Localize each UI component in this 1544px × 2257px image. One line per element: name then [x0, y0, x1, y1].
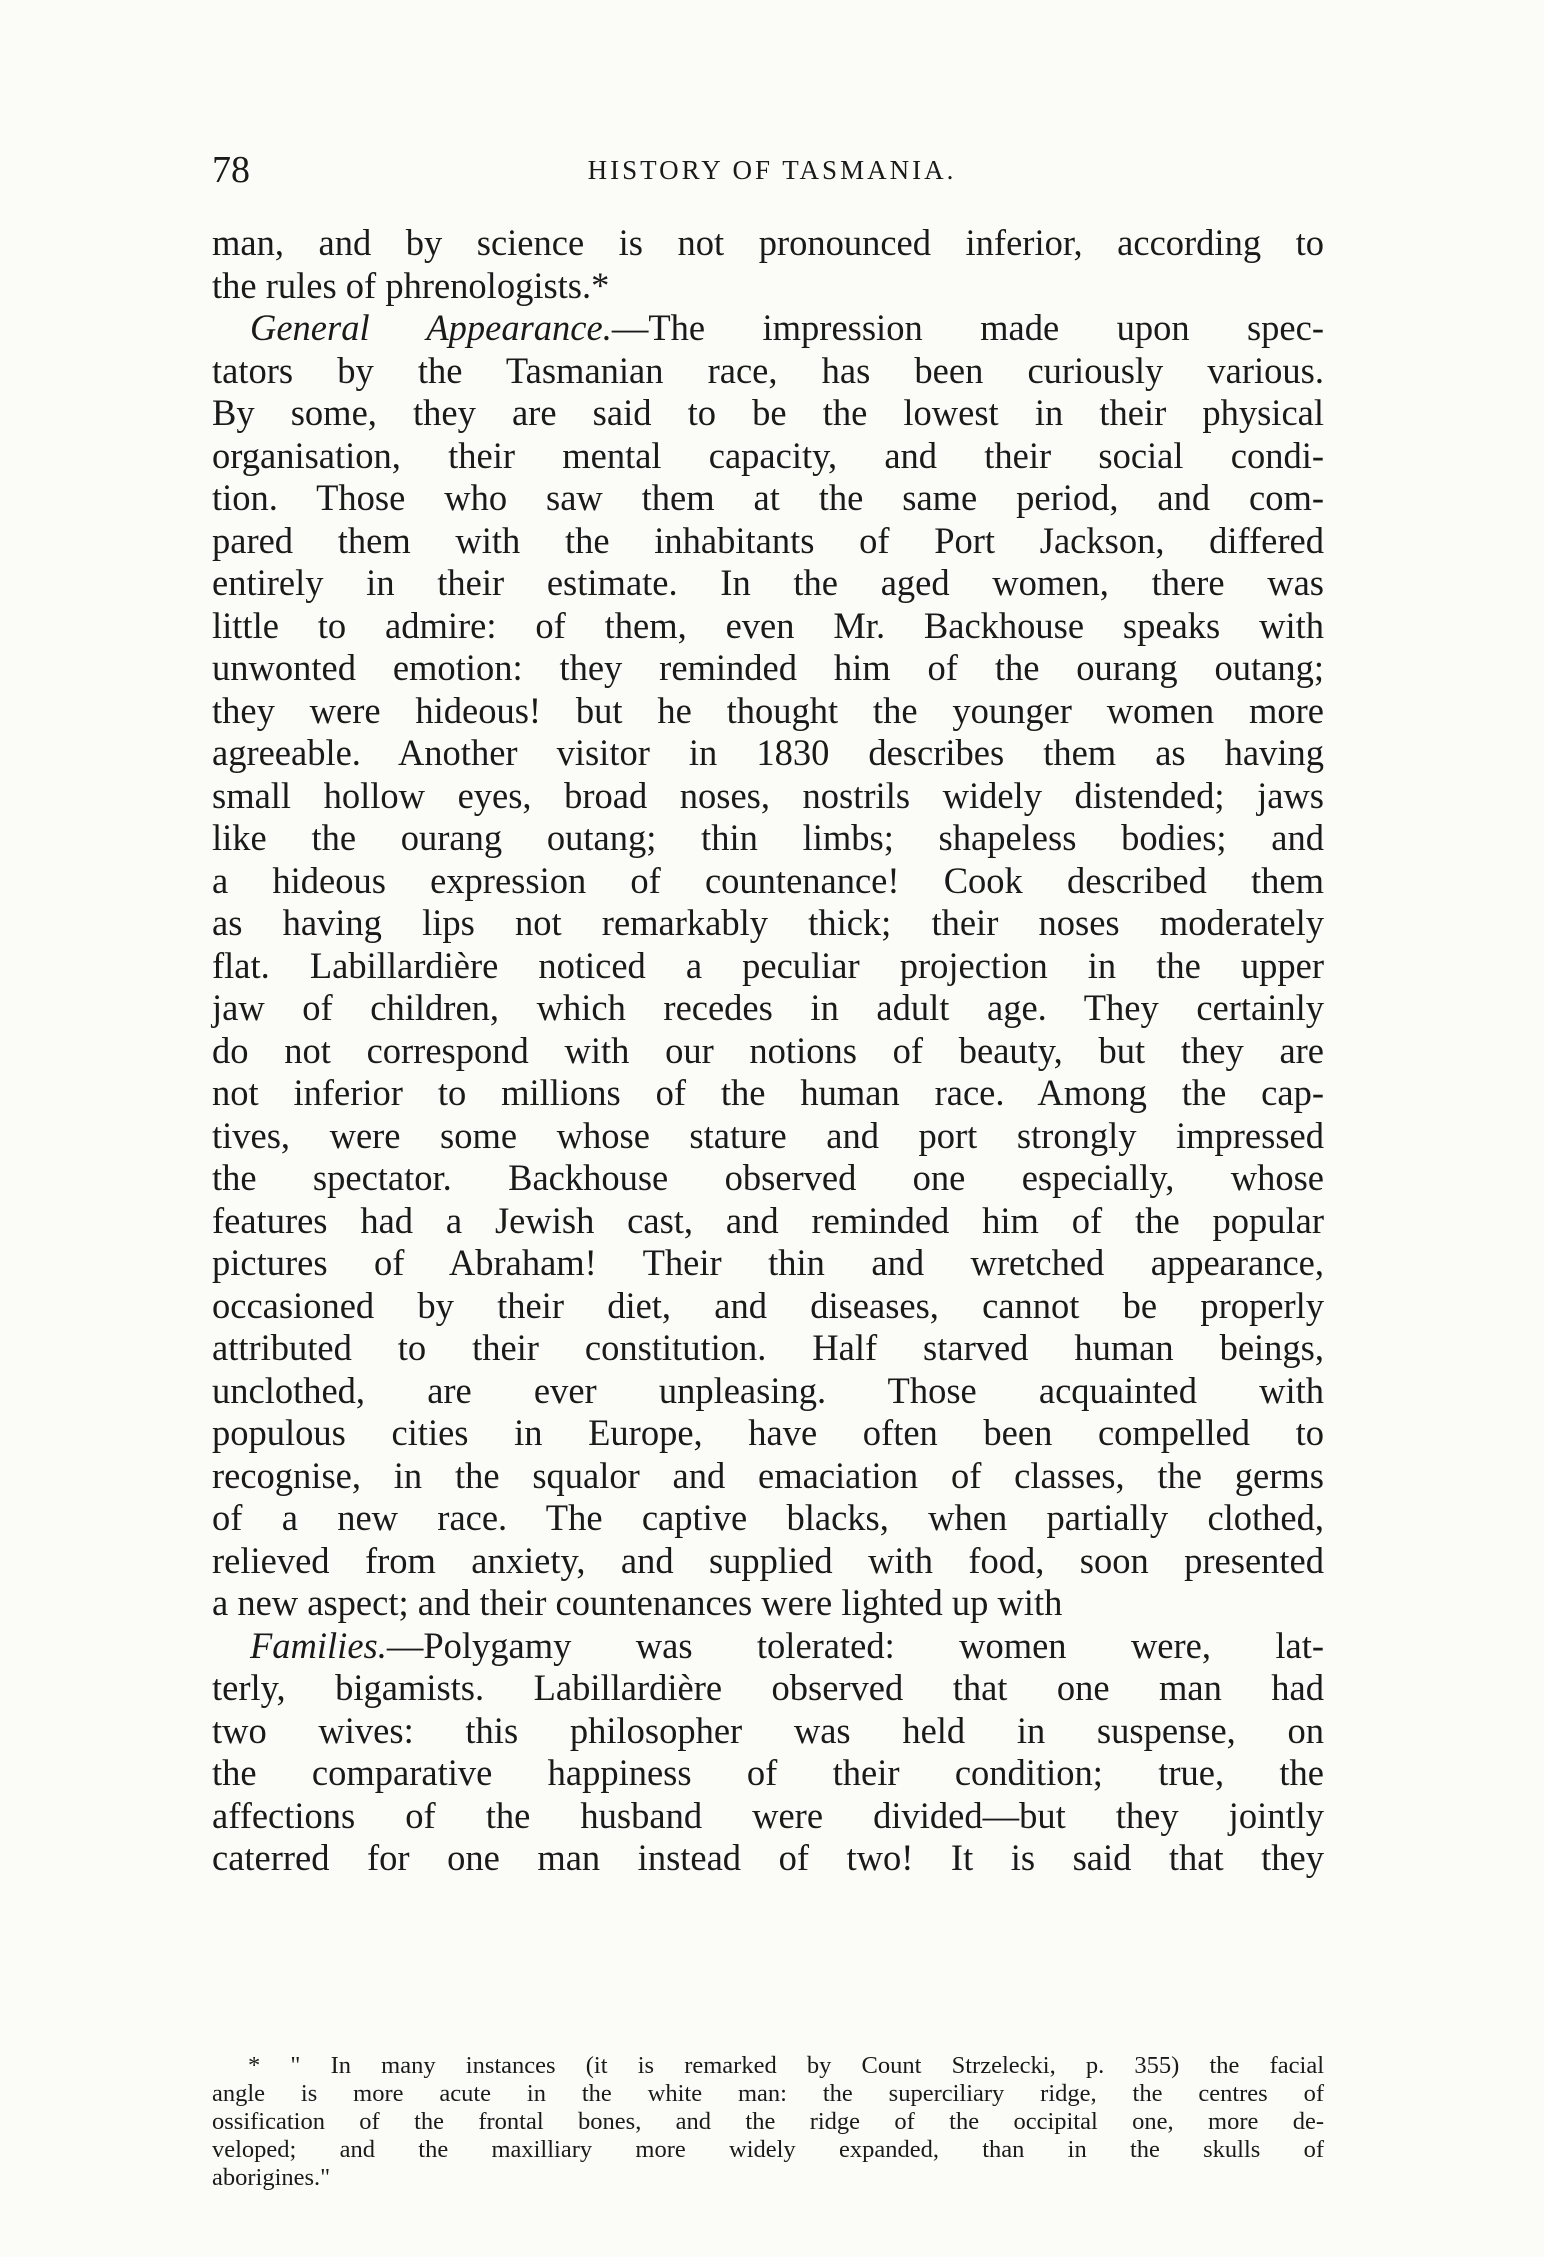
text-line: terly, bigamists. Labillardière observed that one man had	[212, 1667, 1324, 1708]
footnote-line: angle is more acute in the white man: the superciliary ridge, the centres of	[212, 2080, 1324, 2107]
footnote-line: ossification of the frontal bones, and the ridge of the occipital one, more de-	[212, 2108, 1324, 2135]
text-line: features had a Jewish cast, and reminded him of the popular	[212, 1199, 1324, 1241]
body-text	[212, 222, 1324, 1880]
text-line: relieved from anxiety, and supplied with food, soon presented	[212, 1539, 1324, 1581]
text-line: a new aspect; and their countenances were lighted up with	[212, 1582, 1063, 1623]
text-line: the spectator. Backhouse observed one especially, whose	[212, 1157, 1324, 1198]
text-line: the rules of phrenologists.*	[212, 264, 610, 306]
text-line: organisation, their mental capacity, and their social condi-	[212, 434, 1324, 476]
text-line: do not correspond with our notions of beauty, but they are	[212, 1029, 1324, 1071]
text-line: recognise, in the squalor and emaciation of classes, the germs	[212, 1454, 1324, 1496]
text-line: tives, were some whose stature and port strongly impressed	[212, 1114, 1324, 1156]
section-heading-general-appearance: General Appearance.	[250, 307, 612, 348]
text-line: they were hideous! but he thought the younger women more	[212, 689, 1324, 731]
text-line: small hollow eyes, broad noses, nostrils widely distended; jaws	[212, 774, 1324, 816]
text-line: man, and by science is not pronounced inferior, according to	[212, 222, 1324, 263]
page-number: 78	[212, 149, 250, 191]
text-line: as having lips not remarkably thick; their noses moderately	[212, 902, 1324, 943]
text-line: populous cities in Europe, have often been compelled to	[212, 1412, 1324, 1453]
text-line: affections of the husband were divided—but they jointly	[212, 1794, 1324, 1836]
text-line: flat. Labillardière noticed a peculiar projection in the upper	[212, 944, 1324, 986]
text-line: tators by the Tasmanian race, has been curiously various.	[212, 349, 1324, 391]
text-line: By some, they are said to be the lowest in their physical	[212, 392, 1324, 433]
footnote-line: aborigines."	[212, 2164, 331, 2191]
running-head: HISTORY OF TASMANIA.	[587, 155, 957, 185]
text-fragment: —The impression made upon spec-	[611, 307, 1324, 348]
footnote-line: * " In many instances (it is remarked by Count Strzelecki, p. 355) the facial	[248, 2052, 1324, 2079]
section-first-line	[212, 1625, 1324, 1668]
text-line: pictures of Abraham! Their thin and wretched appearance,	[212, 1242, 1324, 1283]
section-heading-families: Families.	[250, 1624, 387, 1666]
text-line: attributed to their constitution. Half starved human beings,	[212, 1327, 1324, 1368]
text-line: agreeable. Another visitor in 1830 describes them as having	[212, 732, 1324, 773]
page-header	[212, 140, 1332, 200]
text-line: of a new race. The captive blacks, when partially clothed,	[212, 1497, 1324, 1538]
text-line: a hideous expression of countenance! Cook described them	[212, 859, 1324, 901]
text-line: the comparative happiness of their condition; true, the	[212, 1752, 1324, 1793]
text-line: unclothed, are ever unpleasing. Those acquainted with	[212, 1369, 1324, 1411]
section-first-line	[212, 307, 1324, 350]
text-line: occasioned by their diet, and diseases, cannot be properly	[212, 1284, 1324, 1326]
footnote-line: veloped; and the maxilliary more widely expanded, than in the skulls of	[212, 2136, 1324, 2163]
text-line: pared them with the inhabitants of Port Jackson, differed	[212, 519, 1324, 561]
text-line: like the ourang outang; thin limbs; shapeless bodies; and	[212, 817, 1324, 858]
text-line: not inferior to millions of the human race. Among the cap-	[212, 1072, 1324, 1113]
text-line: two wives: this philosopher was held in suspense, on	[212, 1709, 1324, 1751]
text-line: unwonted emotion: they reminded him of the ourang outang;	[212, 647, 1324, 688]
text-line: tion. Those who saw them at the same period, and com-	[212, 477, 1324, 518]
text-fragment: —Polygamy was tolerated: women were, lat-	[386, 1624, 1324, 1666]
text-line: jaw of children, which recedes in adult age. They certainly	[212, 987, 1324, 1028]
text-line: little to admire: of them, even Mr. Backhouse speaks with	[212, 604, 1324, 646]
text-line: caterred for one man instead of two! It is said that they	[212, 1837, 1324, 1878]
text-line: entirely in their estimate. In the aged women, there was	[212, 562, 1324, 603]
footnote	[212, 2052, 1324, 2192]
